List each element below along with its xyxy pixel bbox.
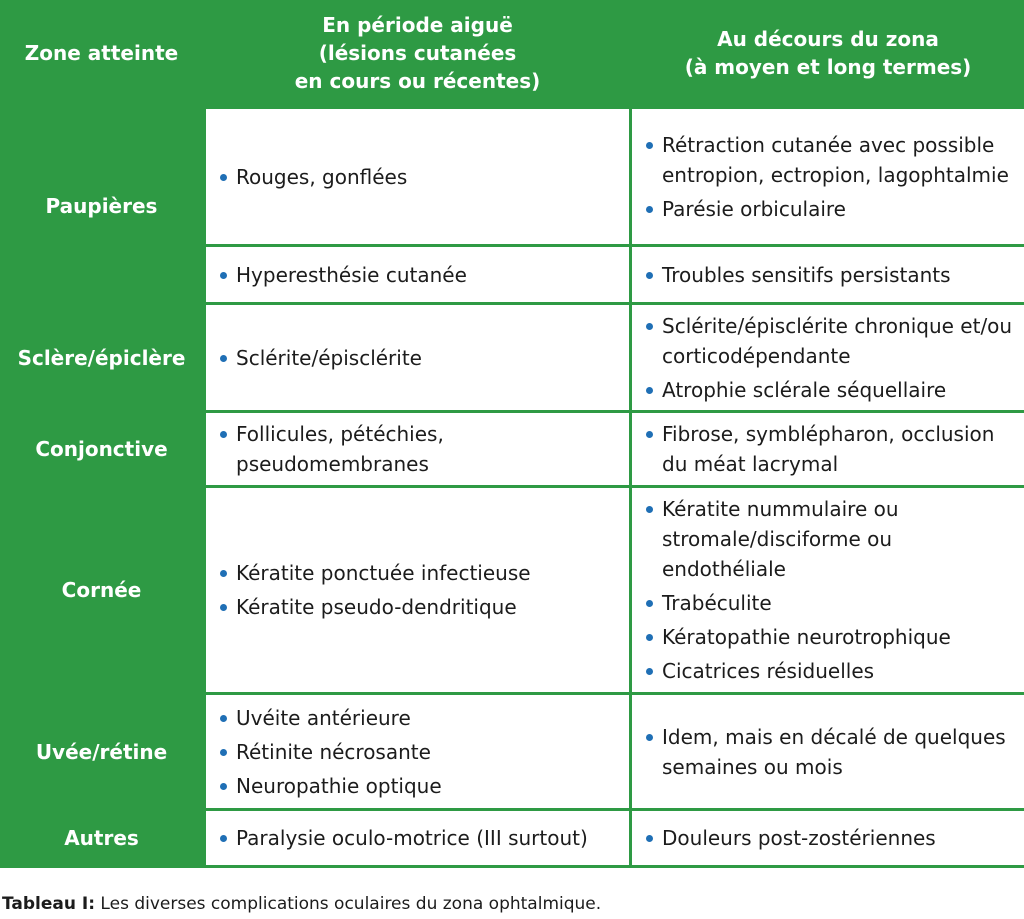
zone-cell-autres	[0, 811, 203, 865]
zone-cell-cornee	[0, 488, 203, 692]
acute-cell	[206, 811, 629, 865]
list-item: Sclérite/épisclérite chronique et/ou corticodépendante	[644, 311, 1016, 371]
list-item: Rouges, gonflées	[218, 162, 621, 192]
list-item: Sclérite/épisclérite	[218, 343, 621, 373]
bullet-icon	[646, 272, 653, 279]
list-item: Rétinite nécrosante	[218, 737, 621, 767]
acute-cell	[206, 488, 629, 692]
list-item: Idem, mais en décalé de quelques semaines ou mois	[644, 722, 1016, 782]
bullet-icon	[646, 634, 653, 641]
later-cell	[632, 305, 1024, 410]
list-item: Hyperesthésie cutanée	[218, 260, 621, 290]
later-cell	[632, 695, 1024, 808]
list-item: Rétraction cutanée avec possible entropion, ectropion, lagophtalmie	[644, 130, 1016, 190]
zone-label: Paupières	[45, 193, 158, 218]
zone-label: Cornée	[61, 578, 142, 602]
header-later-line: Au décours du zona	[717, 27, 939, 51]
acute-cell	[206, 109, 629, 244]
header-zone	[0, 0, 203, 106]
list-item: Atrophie sclérale séquellaire	[644, 375, 1016, 405]
header-zone-label: Zone atteinte	[24, 41, 179, 65]
caption-label: Tableau I:	[2, 894, 96, 914]
zone-label: Uvée/rétine	[35, 739, 168, 764]
list-item: Kératite ponctuée infectieuse	[218, 558, 621, 588]
header-acute-line: en cours ou récentes)	[294, 69, 541, 93]
bullet-icon	[646, 206, 653, 213]
zone-cell-conjonctive	[0, 413, 203, 485]
zone-label: Conjonctive	[35, 437, 168, 461]
bullet-icon	[220, 604, 227, 611]
bullet-icon	[646, 506, 653, 513]
list-item: Neuropathie optique	[218, 771, 621, 801]
bullet-icon	[220, 783, 227, 790]
table-caption	[2, 893, 601, 915]
list-item: Cicatrices résiduelles	[644, 656, 1016, 686]
later-cell	[632, 413, 1024, 485]
bullet-icon	[220, 570, 227, 577]
header-later-line: (à moyen et long termes)	[684, 55, 972, 79]
bullet-icon	[646, 431, 653, 438]
header-acute-line: (lésions cutanées	[318, 41, 517, 65]
acute-cell	[206, 247, 629, 302]
header-later	[632, 0, 1024, 106]
list-item: Douleurs post-zostériennes	[644, 823, 1016, 853]
acute-cell	[206, 305, 629, 410]
header-acute	[206, 0, 629, 106]
list-item: Kératopathie neurotrophique	[644, 622, 1016, 652]
later-cell	[632, 109, 1024, 244]
later-cell	[632, 247, 1024, 302]
bullet-icon	[220, 355, 227, 362]
zone-cell-paupieres	[0, 109, 203, 302]
bullet-icon	[646, 323, 653, 330]
list-item: Paralysie oculo-motrice (III surtout)	[218, 823, 621, 853]
bullet-icon	[220, 272, 227, 279]
bullet-icon	[220, 835, 227, 842]
bullet-icon	[220, 431, 227, 438]
zone-cell-uvee	[0, 695, 203, 808]
bullet-icon	[646, 668, 653, 675]
caption-text: Les diverses complications oculaires du zona ophtalmique.	[95, 894, 602, 914]
acute-cell	[206, 413, 629, 485]
bullet-icon	[220, 749, 227, 756]
list-item: Troubles sensitifs persistants	[644, 260, 1016, 290]
acute-cell	[206, 695, 629, 808]
bullet-icon	[646, 142, 653, 149]
bullet-icon	[220, 715, 227, 722]
bullet-icon	[646, 835, 653, 842]
later-cell	[632, 811, 1024, 865]
bullet-icon	[220, 174, 227, 181]
later-cell	[632, 488, 1024, 692]
list-item: Parésie orbiculaire	[644, 194, 1016, 224]
zone-label: Autres	[64, 826, 139, 850]
zone-label: Sclère/épiclère	[17, 345, 186, 370]
list-item: Kératite nummulaire ou stromale/disciforme ou endothéliale	[644, 494, 1016, 584]
list-item: Uvéite antérieure	[218, 703, 621, 733]
list-item: Follicules, pétéchies, pseudomembranes	[218, 419, 621, 479]
header-acute-line: En période aiguë	[322, 13, 513, 37]
zone-cell-sclere	[0, 305, 203, 410]
bullet-icon	[646, 387, 653, 394]
list-item: Fibrose, symblépharon, occlusion du méat lacrymal	[644, 419, 1016, 479]
list-item: Kératite pseudo-dendritique	[218, 592, 621, 622]
bullet-icon	[646, 600, 653, 607]
list-item: Trabéculite	[644, 588, 1016, 618]
bullet-icon	[646, 734, 653, 741]
